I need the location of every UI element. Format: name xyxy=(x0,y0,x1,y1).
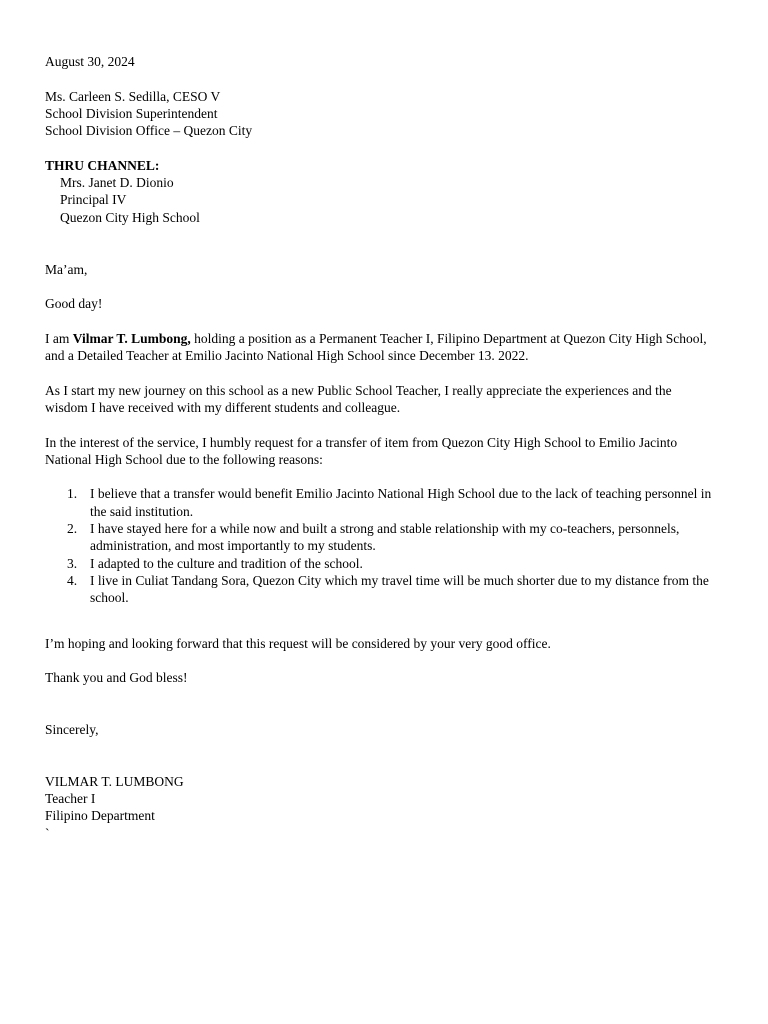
stray-mark: ` xyxy=(45,825,50,841)
thru-channel-block xyxy=(45,157,715,226)
list-number: 2. xyxy=(67,521,78,537)
thru-channel-label: THRU CHANNEL: xyxy=(45,157,160,173)
author-name-bold: Vilmar T. Lumbong, xyxy=(72,330,191,346)
greeting: Good day! xyxy=(45,296,103,312)
signature-name: VILMAR T. LUMBONG xyxy=(45,773,184,789)
list-item-text: I believe that a transfer would benefit Emilio Jacinto National High School due to the lack of teaching personnel in the said institution. xyxy=(90,486,712,519)
list-number: 4. xyxy=(67,572,78,588)
intro-prefix: I am xyxy=(45,330,73,346)
recipient-position: School Division Superintendent xyxy=(45,105,218,121)
signature-title: Teacher I xyxy=(45,791,96,807)
recipient-block xyxy=(45,88,715,140)
closing-hope: I’m hoping and looking forward that this request will be considered by your very good office. xyxy=(45,635,551,651)
salutation: Ma’am, xyxy=(45,261,88,277)
list-item-text: I adapted to the culture and tradition of the school. xyxy=(90,555,363,571)
list-item xyxy=(45,485,715,520)
signature-department: Filipino Department xyxy=(45,808,155,824)
recipient-office: School Division Office – Quezon City xyxy=(45,123,253,139)
thru-school: Quezon City High School xyxy=(60,209,200,225)
intro-rest: holding a position as a Permanent Teacher I, Filipino Department at Quezon City High School, and a Detailed Teacher at Emilio Jacinto National High School since December 13. 2022. xyxy=(45,330,707,364)
recipient-name: Ms. Carleen S. Sedilla, CESO V xyxy=(45,88,221,104)
list-item-text: I live in Culiat Tandang Sora, Quezon City which my travel time will be much shorter due to my distance from the school. xyxy=(90,572,709,606)
thru-position: Principal IV xyxy=(60,192,127,208)
valediction: Sincerely, xyxy=(45,721,99,737)
list-number: 1. xyxy=(67,486,78,502)
list-number: 3. xyxy=(67,555,78,571)
signature-block xyxy=(45,773,715,842)
body-paragraph-request: In the interest of the service, I humbly request for a transfer of item from Quezon City High School to Emilio Jacinto National High School due to the following reasons: xyxy=(45,434,678,467)
list-item xyxy=(45,520,715,555)
letter-page xyxy=(45,53,715,842)
reasons-list xyxy=(45,485,715,606)
body-paragraph-intro xyxy=(45,330,715,365)
closing-thanks: Thank you and God bless! xyxy=(45,670,188,686)
body-paragraph-appreciation: As I start my new journey on this school as a new Public School Teacher, I really appreciate the experiences and the wisdom I have received with my different students and colleague. xyxy=(45,382,672,415)
list-item xyxy=(45,555,715,572)
list-item-text: I have stayed here for a while now and built a strong and stable relationship with my co-teachers, personnels, administration, and most importantly to my students. xyxy=(90,521,680,554)
letter-date: August 30, 2024 xyxy=(45,54,135,69)
list-item xyxy=(45,572,715,607)
thru-name: Mrs. Janet D. Dionio xyxy=(60,175,174,191)
